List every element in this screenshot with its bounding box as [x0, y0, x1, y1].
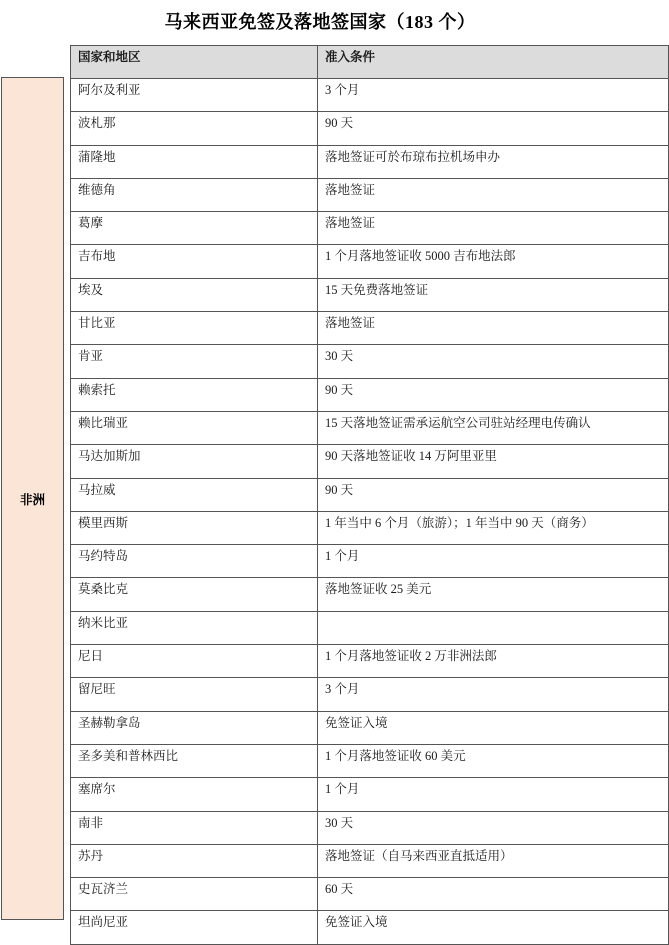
country-cell: 阿尔及利亚	[71, 79, 318, 112]
country-cell: 苏丹	[71, 844, 318, 877]
country-cell: 埃及	[71, 278, 318, 311]
condition-cell: 60 天	[318, 878, 669, 911]
visa-table	[70, 45, 669, 945]
page-title: 马来西亚免签及落地签国家（183 个）	[164, 12, 476, 32]
table-row	[71, 312, 669, 345]
header-condition: 准入条件	[318, 46, 669, 79]
country-cell: 赖索托	[71, 378, 318, 411]
country-cell: 马达加斯加	[71, 445, 318, 478]
table-row	[71, 345, 669, 378]
condition-cell: 1 个月	[318, 778, 669, 811]
table-row	[71, 79, 669, 112]
country-cell: 坦尚尼亚	[71, 911, 318, 944]
country-cell: 模里西斯	[71, 511, 318, 544]
country-cell: 甘比亚	[71, 312, 318, 345]
table-row	[71, 511, 669, 544]
table-row	[71, 645, 669, 678]
condition-cell: 落地签证	[318, 212, 669, 245]
condition-cell: 免签证入境	[318, 711, 669, 744]
country-cell: 马拉威	[71, 478, 318, 511]
country-cell: 波札那	[71, 112, 318, 145]
country-cell: 维德角	[71, 178, 318, 211]
table-row	[71, 911, 669, 944]
condition-cell: 90 天	[318, 478, 669, 511]
region-label: 非洲	[19, 492, 45, 507]
condition-cell: 免签证入境	[318, 911, 669, 944]
table-row	[71, 411, 669, 444]
condition-cell	[318, 611, 669, 644]
country-cell: 尼日	[71, 645, 318, 678]
table-header	[71, 46, 669, 79]
condition-cell: 90 天	[318, 378, 669, 411]
condition-cell: 落地签证可於布琼布拉机场申办	[318, 145, 669, 178]
header-row	[71, 46, 669, 79]
header-country: 国家和地区	[71, 46, 318, 79]
table-row	[71, 811, 669, 844]
condition-cell: 1 个月落地签证收 2 万非洲法郎	[318, 645, 669, 678]
table-row	[71, 844, 669, 877]
country-cell: 留尼旺	[71, 678, 318, 711]
condition-cell: 1 个月	[318, 545, 669, 578]
table-row	[71, 678, 669, 711]
table-row	[71, 778, 669, 811]
country-cell: 蒲隆地	[71, 145, 318, 178]
country-cell: 圣多美和普林西比	[71, 744, 318, 777]
condition-cell: 落地签证	[318, 312, 669, 345]
condition-cell: 15 天落地签证需承运航空公司驻站经理电传确认	[318, 411, 669, 444]
condition-cell: 落地签证	[318, 178, 669, 211]
table-row	[71, 145, 669, 178]
table-row	[71, 278, 669, 311]
condition-cell: 30 天	[318, 345, 669, 378]
table-row	[71, 611, 669, 644]
table-row	[71, 478, 669, 511]
condition-cell: 3 个月	[318, 678, 669, 711]
country-cell: 肯亚	[71, 345, 318, 378]
condition-cell: 落地签证收 25 美元	[318, 578, 669, 611]
table-row	[71, 178, 669, 211]
condition-cell: 1 个月落地签证收 60 美元	[318, 744, 669, 777]
condition-cell: 1 年当中 6 个月（旅游）；1 年当中 90 天（商务）	[318, 511, 669, 544]
country-cell: 圣赫勒拿岛	[71, 711, 318, 744]
table-row	[71, 112, 669, 145]
condition-cell: 90 天落地签证收 14 万阿里亚里	[318, 445, 669, 478]
condition-cell: 1 个月落地签证收 5000 吉布地法郎	[318, 245, 669, 278]
country-cell: 莫桑比克	[71, 578, 318, 611]
table-row	[71, 578, 669, 611]
region-cell-africa	[1, 77, 64, 920]
table-row	[71, 744, 669, 777]
condition-cell: 90 天	[318, 112, 669, 145]
country-cell: 吉布地	[71, 245, 318, 278]
country-cell: 葛摩	[71, 212, 318, 245]
country-cell: 马约特岛	[71, 545, 318, 578]
condition-cell: 15 天免费落地签证	[318, 278, 669, 311]
country-cell: 纳米比亚	[71, 611, 318, 644]
condition-cell: 落地签证（自马来西亚直抵适用）	[318, 844, 669, 877]
table-row	[71, 711, 669, 744]
country-cell: 南非	[71, 811, 318, 844]
table-row	[71, 245, 669, 278]
table-row	[71, 378, 669, 411]
country-cell: 赖比瑞亚	[71, 411, 318, 444]
table-row	[71, 212, 669, 245]
country-cell: 塞席尔	[71, 778, 318, 811]
country-cell: 史瓦济兰	[71, 878, 318, 911]
table-row	[71, 545, 669, 578]
table-row	[71, 445, 669, 478]
table-body	[71, 79, 669, 945]
condition-cell: 3 个月	[318, 79, 669, 112]
condition-cell: 30 天	[318, 811, 669, 844]
table-row	[71, 878, 669, 911]
